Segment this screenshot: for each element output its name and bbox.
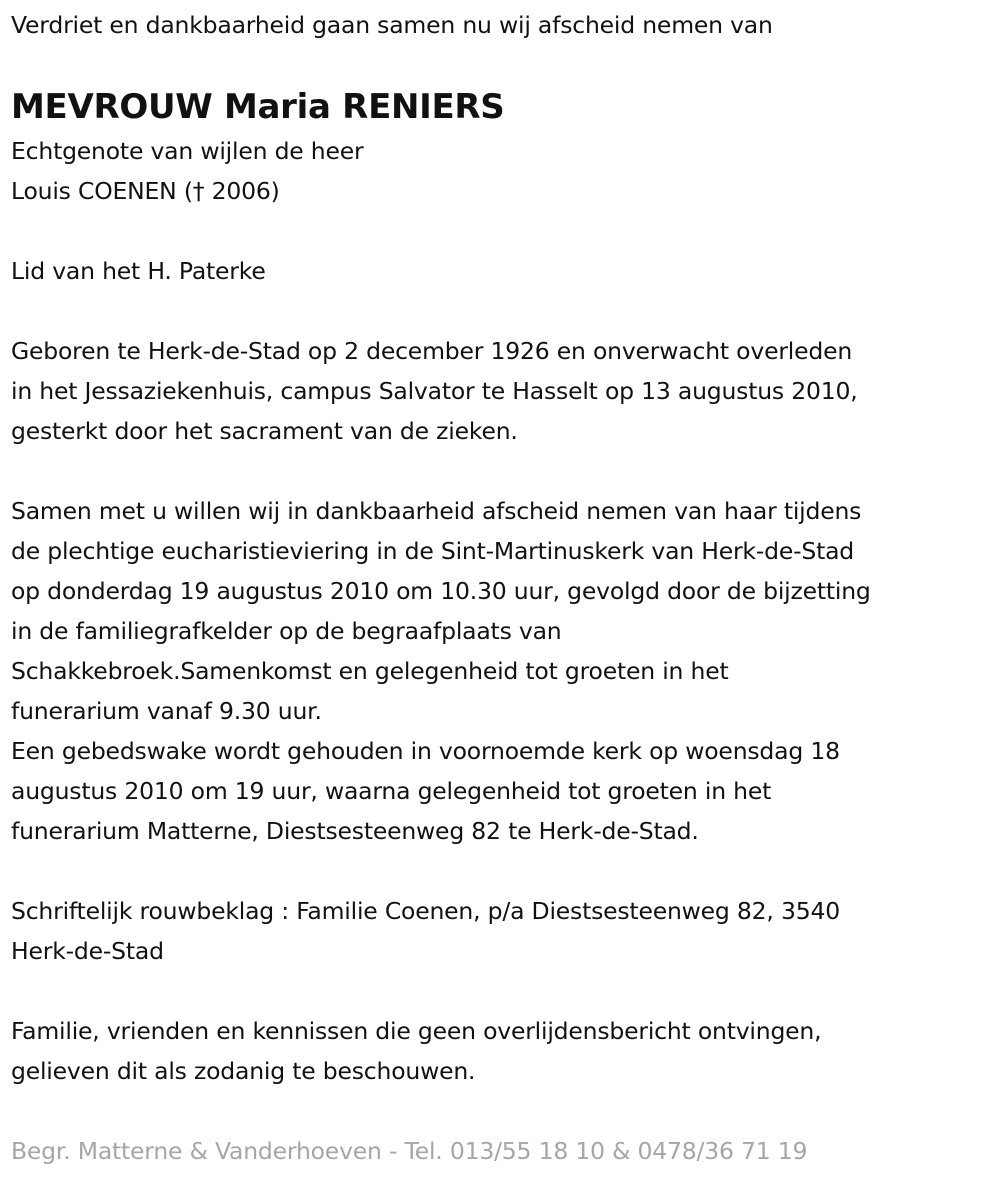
- spouse-line: Louis COENEN († 2006): [11, 177, 280, 205]
- ceremony-line: Schakkebroek.Samenkomst en gelegenheid tot groeten in het: [11, 657, 729, 685]
- birth-death-line: gesterkt door het sacrament van de zieken.: [11, 417, 518, 445]
- birth-death-line: Geboren te Herk-de-Stad op 2 december 1926 en onverwacht overleden: [11, 337, 853, 365]
- ceremony-line: funerarium Matterne, Diestsesteenweg 82 te Herk-de-Stad.: [11, 817, 699, 845]
- ceremony-line: Samen met u willen wij in dankbaarheid afscheid nemen van haar tijdens: [11, 497, 862, 525]
- ceremony-line: Een gebedswake wordt gehouden in voornoemde kerk op woensdag 18: [11, 737, 840, 765]
- notice-line: gelieven dit als zodanig te beschouwen.: [11, 1057, 476, 1085]
- ceremony-line: in de familiegrafkelder op de begraafplaats van: [11, 617, 562, 645]
- condolence-line: Schriftelijk rouwbeklag : Familie Coenen, p/a Diestsesteenweg 82, 3540: [11, 897, 840, 925]
- funeral-home-footer: Begr. Matterne & Vanderhoeven - Tel. 013/55 18 10 & 0478/36 71 19: [11, 1137, 808, 1165]
- condolence-line: Herk-de-Stad: [11, 937, 164, 965]
- spouse-line: Echtgenote van wijlen de heer: [11, 137, 364, 165]
- membership-text: Lid van het H. Paterke: [11, 257, 266, 285]
- intro-text: Verdriet en dankbaarheid gaan samen nu wij afscheid nemen van: [11, 11, 773, 39]
- ceremony-line: funerarium vanaf 9.30 uur.: [11, 697, 322, 725]
- deceased-name: MEVROUW Maria RENIERS: [11, 87, 505, 127]
- ceremony-line: de plechtige eucharistieviering in de Sint-Martinuskerk van Herk-de-Stad: [11, 537, 855, 565]
- ceremony-line: op donderdag 19 augustus 2010 om 10.30 uur, gevolgd door de bijzetting: [11, 577, 871, 605]
- ceremony-line: augustus 2010 om 19 uur, waarna gelegenheid tot groeten in het: [11, 777, 772, 805]
- birth-death-line: in het Jessaziekenhuis, campus Salvator te Hasselt op 13 augustus 2010,: [11, 377, 858, 405]
- notice-line: Familie, vrienden en kennissen die geen overlijdensbericht ontvingen,: [11, 1017, 822, 1045]
